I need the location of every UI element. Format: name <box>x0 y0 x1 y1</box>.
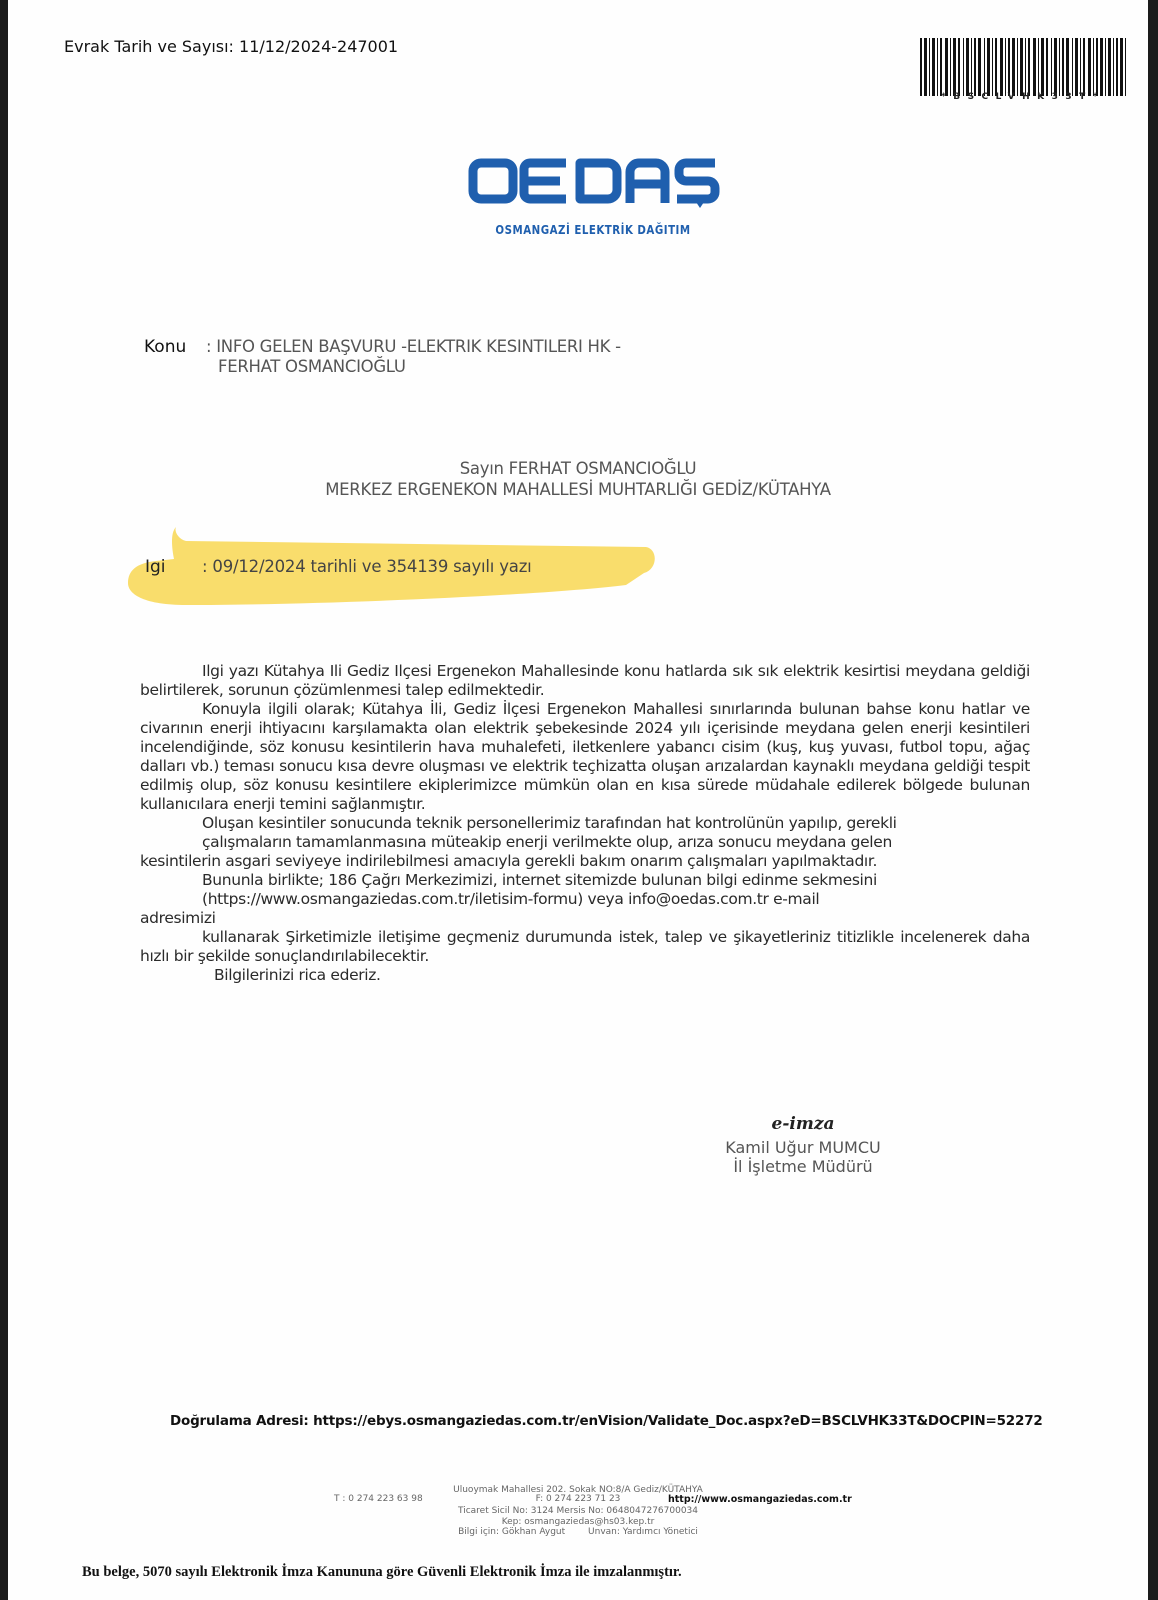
reference-value: : 09/12/2024 tarihli ve 354139 sayılı yazı <box>202 557 532 576</box>
legal-notice: Bu belge, 5070 sayılı Elektronik İmza Kanununa göre Güvenli Elektronik İmza ile imzalanmıştır. <box>82 1564 682 1580</box>
letter-body <box>140 662 1030 985</box>
paragraph-1: Ilgi yazı Kütahya Ili Gediz Ilçesi Ergenekon Mahallesinde konu hatlarda sık sık elektrik kesirtisi meydana geldiği belirtilerek, sorunun çözümlenmesi talep edilmektedir. <box>140 662 1030 699</box>
subject-value <box>206 337 621 377</box>
subject-line-2: FERHAT OSMANCIOĞLU <box>218 357 406 376</box>
footer-address: Uluoymak Mahallesi 202. Sokak NO:8/A Gediz/KÜTAHYA <box>453 1485 703 1495</box>
paragraph-4a: Bununla birlikte; 186 Çağrı Merkezimizi, internet sitemizde bulunan bilgi edinme sekmesini <box>202 871 877 889</box>
recipient-block <box>238 458 918 500</box>
signer-title: İl İşletme Müdürü <box>733 1157 873 1176</box>
recipient-address: MERKEZ ERGENEKON MAHALLESİ MUHTARLIĞI GEDİZ/KÜTAHYA <box>325 480 831 499</box>
document-page <box>8 0 1148 1600</box>
company-subtitle: OSMANGAZİ ELEKTRİK DAĞITIM <box>495 222 691 237</box>
footer-contact-title: Unvan: Yardımcı Yönetici <box>588 1527 698 1537</box>
footer-website-link[interactable]: http://www.osmangaziedas.com.tr <box>668 1494 852 1505</box>
reference-label: Igi <box>145 557 166 577</box>
footer-phone: T : 0 274 223 63 98 <box>334 1494 423 1504</box>
footer-trade-registry: Ticaret Sicil No: 3124 Mersis No: 0648047276700034 <box>457 1506 699 1516</box>
barcode-code: *BSCLVHK33T* <box>941 92 1105 102</box>
paragraph-5: kullanarak Şirketimizle iletişime geçmeniz durumunda istek, talep ve şikayetleriniz titizlikle incelenerek daha hızlı bir şekilde sonuçlandırılabilecektir. <box>140 928 1030 965</box>
signer-name: Kamil Uğur MUMCU <box>725 1138 881 1157</box>
paragraph-6: Bilgilerinizi rica ederiz. <box>214 966 381 984</box>
recipient-name: Sayın FERHAT OSMANCIOĞLU <box>459 459 697 478</box>
oedas-logo-icon <box>468 158 720 208</box>
paragraph-2: Konuyla ilgili olarak; Kütahya İli, Gediz İlçesi Ergenekon Mahallesi sınırlarında bulunan bahse konu hatlar ve civarının enerji ihtiyacını karşılamakta olan elektrik şebekesinde 2024 yılı içerisinde meydana gelen enerji kesintileri incelendiğinde, söz konusu kesintilerin hava muhalefeti, iletkenlere yabancı cisim (kuş, kuş yuvası, futbol topu, ağaç dalları vb.) teması sonucu kısa devre oluşması ve elektrik teçhizatta oluşan arızalardan kaynaklı meydana geldiği tespit edilmiş olup, söz konusu kesintilere ekiplerimizce mümkün olan en kısa sürede müdahale edilerek bölgede bulunan kullanıcılara enerji temini sağlanmıştır. <box>140 700 1030 813</box>
barcode-icon <box>920 38 1126 96</box>
footer-kep: Kep: osmangaziedas@hs03.kep.tr <box>501 1517 655 1527</box>
footer-contact-info <box>428 1527 728 1537</box>
signer-block <box>668 1138 938 1176</box>
paragraph-3a: Oluşan kesintiler sonucunda teknik personellerimiz tarafından hat kontrolünün yapılıp, gerekli <box>202 814 897 832</box>
footer-fax: F: 0 274 223 71 23 <box>535 1494 621 1504</box>
paragraph-4b: (https://www.osmangaziedas.com.tr/iletisim-formu) veya info@oedas.com.tr e-mail <box>202 890 820 908</box>
paragraph-3b: çalışmaların tamamlanmasına müteakip enerji verilmekte olup, arıza sonucu meydana gelen <box>202 833 892 851</box>
subject-line-1: : INFO GELEN BAŞVURU -ELEKTRIK KESINTILERI HK - <box>206 337 621 356</box>
paragraph-4c: adresimizi <box>140 909 216 927</box>
footer-contact-person: Bilgi için: Gökhan Aygut <box>458 1527 566 1537</box>
verification-address: Doğrulama Adresi: https://ebys.osmangaziedas.com.tr/enVision/Validate_Doc.aspx?eD=BSCLVHK33T&DOCPIN=52272 <box>170 1413 1043 1429</box>
subject-label: Konu <box>144 337 187 357</box>
document-date-number: Evrak Tarih ve Sayısı: 11/12/2024-247001 <box>64 37 399 56</box>
paragraph-3c: kesintilerin asgari seviyeye indirilebilmesi amacıyla gerekli bakım onarım çalışmaları yapılmaktadır. <box>140 852 878 870</box>
e-signature-mark: e-imza <box>771 1114 835 1134</box>
